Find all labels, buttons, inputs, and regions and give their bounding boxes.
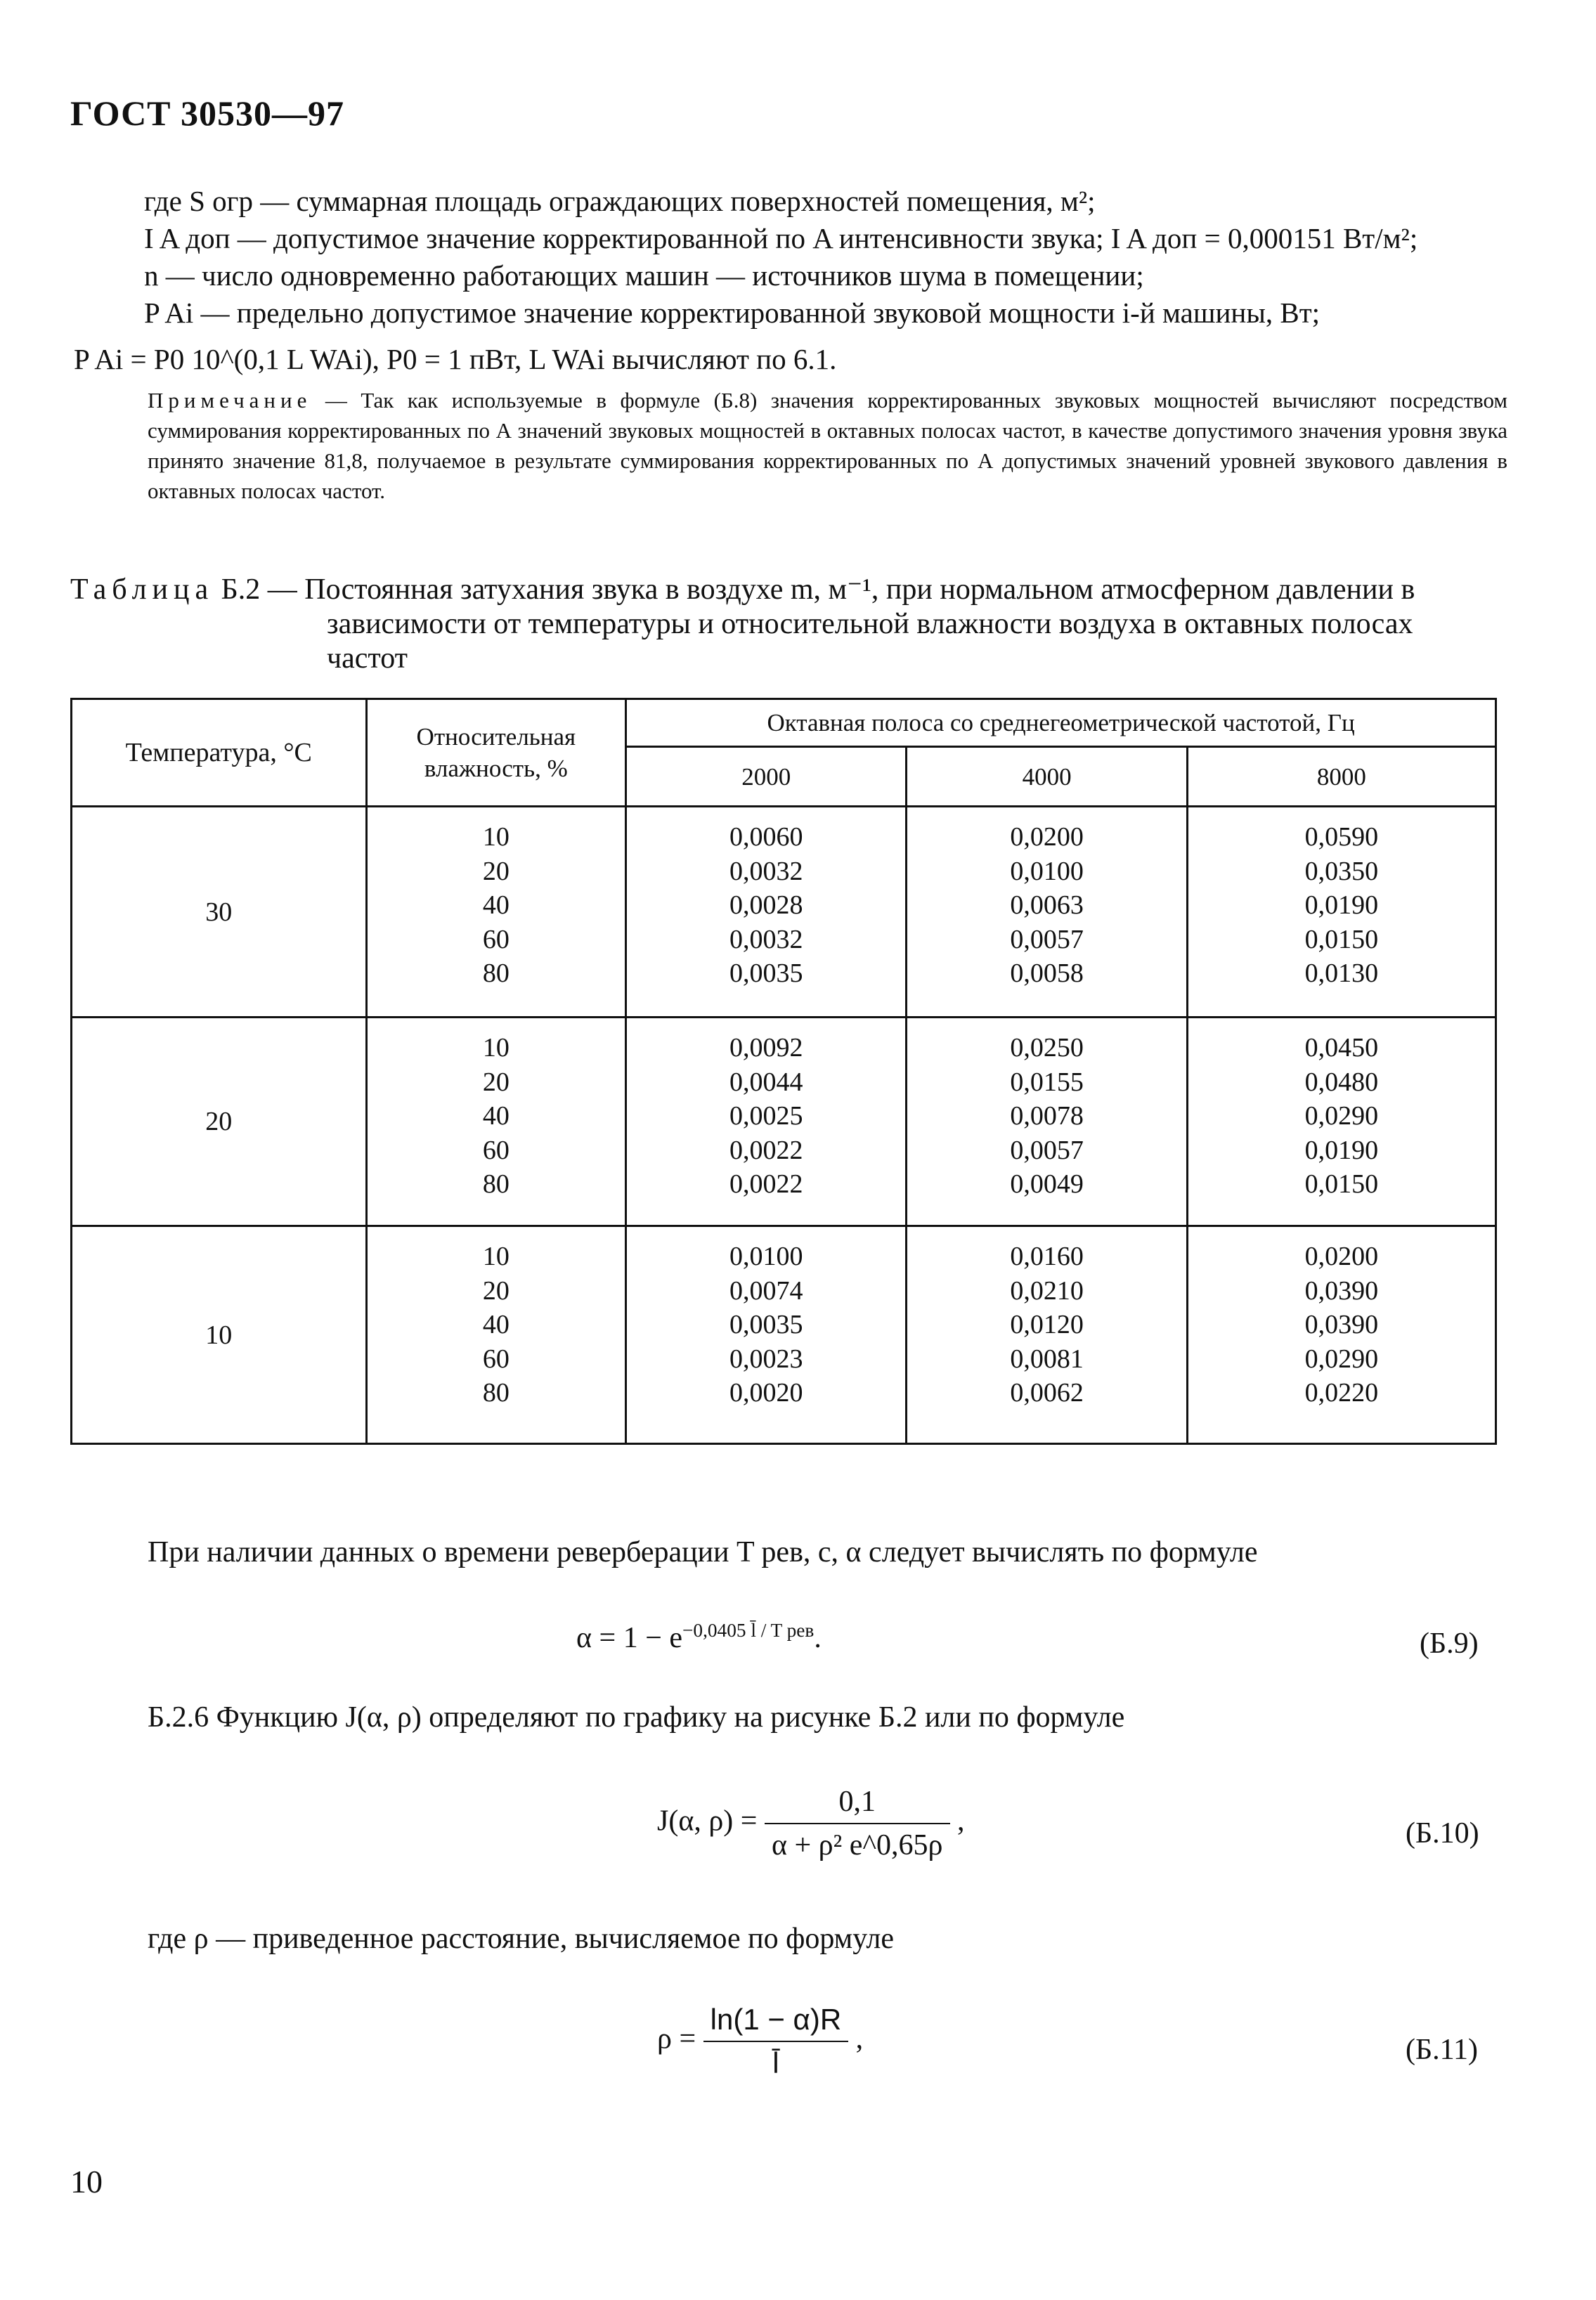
definition-n xyxy=(144,257,1417,294)
value: 0,0100 xyxy=(729,1242,803,1271)
table-row xyxy=(72,1018,1496,1226)
value: 20 xyxy=(482,1067,510,1097)
value: 0,0023 xyxy=(729,1344,803,1374)
value: 0,0155 xyxy=(1010,1067,1084,1097)
value: 0,0022 xyxy=(729,1135,803,1165)
paragraph-rho: где ρ — приведенное расстояние, вычисляемое по формуле xyxy=(148,1923,895,1955)
equation-b9 xyxy=(576,1620,822,1655)
power-formula-line: P Ai = P0 10^(0,1 L WAi), P0 = 1 пВт, L WAi вычисляют по 6.1. xyxy=(74,343,837,375)
header-temperature: Температура, °С xyxy=(72,699,367,807)
table-row xyxy=(72,1226,1496,1444)
temperature-cell: 20 xyxy=(72,1018,367,1226)
equation-b10-tail: , xyxy=(957,1805,965,1838)
value: 0,0057 xyxy=(1010,924,1084,954)
value: 0,0150 xyxy=(1304,1169,1379,1199)
value: 0,0032 xyxy=(729,924,803,954)
equation-b9-lhs: α = 1 − e xyxy=(576,1622,683,1654)
definition-text: P Ai — предельно допустимое значение корректированной звуковой мощности i-й машины, Вт; xyxy=(144,297,1321,329)
value: 0,0057 xyxy=(1010,1135,1084,1165)
value: 40 xyxy=(482,1310,510,1339)
table-header-row xyxy=(72,699,1496,747)
equation-b11 xyxy=(657,2003,863,2080)
table-caption xyxy=(70,573,1415,676)
value-8000-cell xyxy=(1187,1226,1496,1444)
value-4000-cell xyxy=(907,807,1187,1018)
table-caption-text: Б.2 — Постоянная затухания звука в воздухе m, м⁻¹, при нормальном атмосферном давлении в xyxy=(221,573,1415,606)
value: 60 xyxy=(482,1135,510,1165)
definition-i-a-dop xyxy=(144,220,1417,257)
temperature-cell: 10 xyxy=(72,1226,367,1444)
humidity-cell xyxy=(366,1226,626,1444)
value: 0,0028 xyxy=(729,890,803,920)
paragraph-b26: Б.2.6 Функцию J(α, ρ) определяют по графику на рисунке Б.2 или по формуле xyxy=(148,1701,1125,1734)
value-4000-cell xyxy=(907,1018,1187,1226)
value-8000-cell xyxy=(1187,807,1496,1018)
value: 0,0035 xyxy=(729,959,803,988)
value: 0,0074 xyxy=(729,1275,803,1306)
value: 0,0063 xyxy=(1010,890,1084,920)
equation-b10 xyxy=(657,1785,965,1862)
value: 0,0032 xyxy=(729,856,803,886)
value: 0,0060 xyxy=(729,822,803,852)
document-header: ГОСТ 30530—97 xyxy=(70,93,345,133)
value: 0,0160 xyxy=(1010,1242,1084,1271)
definition-text: I A доп — допустимое значение корректированной по A интенсивности звука; I A доп = 0,000151 Вт/м²; xyxy=(144,222,1418,254)
equation-b9-number: (Б.9) xyxy=(1420,1627,1479,1660)
value: 0,0200 xyxy=(1304,1242,1379,1271)
value: 0,0450 xyxy=(1304,1033,1379,1063)
value: 0,0190 xyxy=(1304,1135,1379,1165)
value: 0,0078 xyxy=(1010,1101,1084,1131)
value: 40 xyxy=(482,1101,510,1131)
value: 20 xyxy=(482,856,510,886)
value-4000-cell xyxy=(907,1226,1187,1444)
value: 0,0049 xyxy=(1010,1169,1084,1199)
equation-b10-number: (Б.10) xyxy=(1406,1817,1479,1850)
equation-b11-denominator: l̄ xyxy=(772,2046,779,2079)
equation-b9-tail: . xyxy=(814,1622,822,1654)
value: 0,0035 xyxy=(729,1310,803,1339)
header-octave-band: Октавная полоса со среднегеометрической частотой, Гц xyxy=(626,699,1496,747)
header-freq-2000: 2000 xyxy=(626,747,907,807)
value: 0,0044 xyxy=(729,1067,803,1097)
definitions-block xyxy=(144,183,1417,332)
value: 0,0480 xyxy=(1304,1067,1379,1097)
value-2000-cell xyxy=(626,807,907,1018)
value: 0,0020 xyxy=(729,1378,803,1408)
humidity-cell xyxy=(366,1018,626,1226)
value: 60 xyxy=(482,924,510,954)
value: 0,0190 xyxy=(1304,890,1379,920)
equation-b10-fraction xyxy=(765,1785,950,1862)
value: 80 xyxy=(482,1378,510,1408)
value: 60 xyxy=(482,1344,510,1374)
equation-b10-numerator: 0,1 xyxy=(765,1785,950,1824)
value: 0,0081 xyxy=(1010,1344,1084,1374)
paragraph-reverberation: При наличии данных о времени реверберации T рев, с, α следует вычислять по формуле xyxy=(148,1536,1258,1568)
value: 0,0022 xyxy=(729,1169,803,1199)
header-freq-8000: 8000 xyxy=(1187,747,1496,807)
definition-text: n — число одновременно работающих машин — источников шума в помещении; xyxy=(144,259,1144,292)
definition-p-ai xyxy=(144,294,1417,332)
temperature-cell: 30 xyxy=(72,807,367,1018)
value: 0,0210 xyxy=(1010,1275,1084,1306)
value: 0,0350 xyxy=(1304,856,1379,886)
value: 0,0290 xyxy=(1304,1344,1379,1374)
value: 80 xyxy=(482,959,510,988)
note-text: — Так как используемые в формуле (Б.8) значения корректированных звуковых мощностей вычисляют посредством суммирования корректированных по А значений звуковых мощностей в октавных полосах частот, в качестве допустимого значения уровня звука принято значение 81,8, получаемое в результате суммирования корректированных по А допустимых значений уровней звукового давления в октавных полосах частот. xyxy=(148,388,1507,503)
value: 10 xyxy=(482,1242,510,1271)
equation-b11-number: (Б.11) xyxy=(1406,2034,1479,2066)
value-8000-cell xyxy=(1187,1018,1496,1226)
definition-s-ogr xyxy=(144,183,1417,220)
attenuation-table xyxy=(70,698,1497,1445)
value: 20 xyxy=(482,1275,510,1306)
equation-b9-exponent: −0,0405 l̄ / T рев xyxy=(682,1620,815,1641)
table-caption-line3: частот xyxy=(327,642,408,675)
value: 0,0590 xyxy=(1304,822,1379,852)
value: 0,0200 xyxy=(1010,822,1084,852)
value: 0,0150 xyxy=(1304,924,1379,954)
value: 0,0390 xyxy=(1304,1310,1379,1339)
value: 0,0130 xyxy=(1304,959,1379,988)
page-number: 10 xyxy=(70,2164,103,2200)
definition-text: где S огр — суммарная площадь ограждающих поверхностей помещения, м²; xyxy=(144,185,1096,217)
header-humidity-line1: Относительная xyxy=(416,723,576,751)
note-lead: Примечание xyxy=(148,388,312,412)
value-2000-cell xyxy=(626,1018,907,1226)
value: 0,0120 xyxy=(1010,1310,1084,1339)
equation-b11-tail: , xyxy=(855,2022,864,2055)
table-caption-line2: зависимости от температуры и относительной влажности воздуха в октавных полосах xyxy=(327,608,1413,640)
equation-b10-denominator: α + ρ² e^0,65ρ xyxy=(771,1829,943,1862)
equation-b10-lhs: J(α, ρ) = xyxy=(657,1805,758,1838)
note-block xyxy=(148,385,1507,506)
value: 80 xyxy=(482,1169,510,1199)
value: 0,0025 xyxy=(729,1101,803,1131)
header-humidity xyxy=(366,699,626,807)
value: 10 xyxy=(482,1033,510,1063)
value: 0,0092 xyxy=(729,1033,803,1063)
value: 0,0058 xyxy=(1010,959,1084,988)
header-humidity-line2: влажность, % xyxy=(424,755,568,782)
value: 0,0390 xyxy=(1304,1275,1379,1306)
value: 10 xyxy=(482,822,510,852)
equation-b11-numerator: ln(1 − α)R xyxy=(703,2003,849,2042)
value: 0,0250 xyxy=(1010,1033,1084,1063)
table-caption-lead: Таблица xyxy=(70,573,214,606)
equation-b11-fraction xyxy=(703,2003,849,2080)
value: 0,0100 xyxy=(1010,856,1084,886)
value-2000-cell xyxy=(626,1226,907,1444)
value: 0,0290 xyxy=(1304,1101,1379,1131)
table-row xyxy=(72,807,1496,1018)
value: 40 xyxy=(482,890,510,920)
header-freq-4000: 4000 xyxy=(907,747,1187,807)
value: 0,0062 xyxy=(1010,1378,1084,1408)
humidity-cell xyxy=(366,807,626,1018)
equation-b11-lhs: ρ = xyxy=(657,2022,696,2055)
value: 0,0220 xyxy=(1304,1378,1379,1408)
